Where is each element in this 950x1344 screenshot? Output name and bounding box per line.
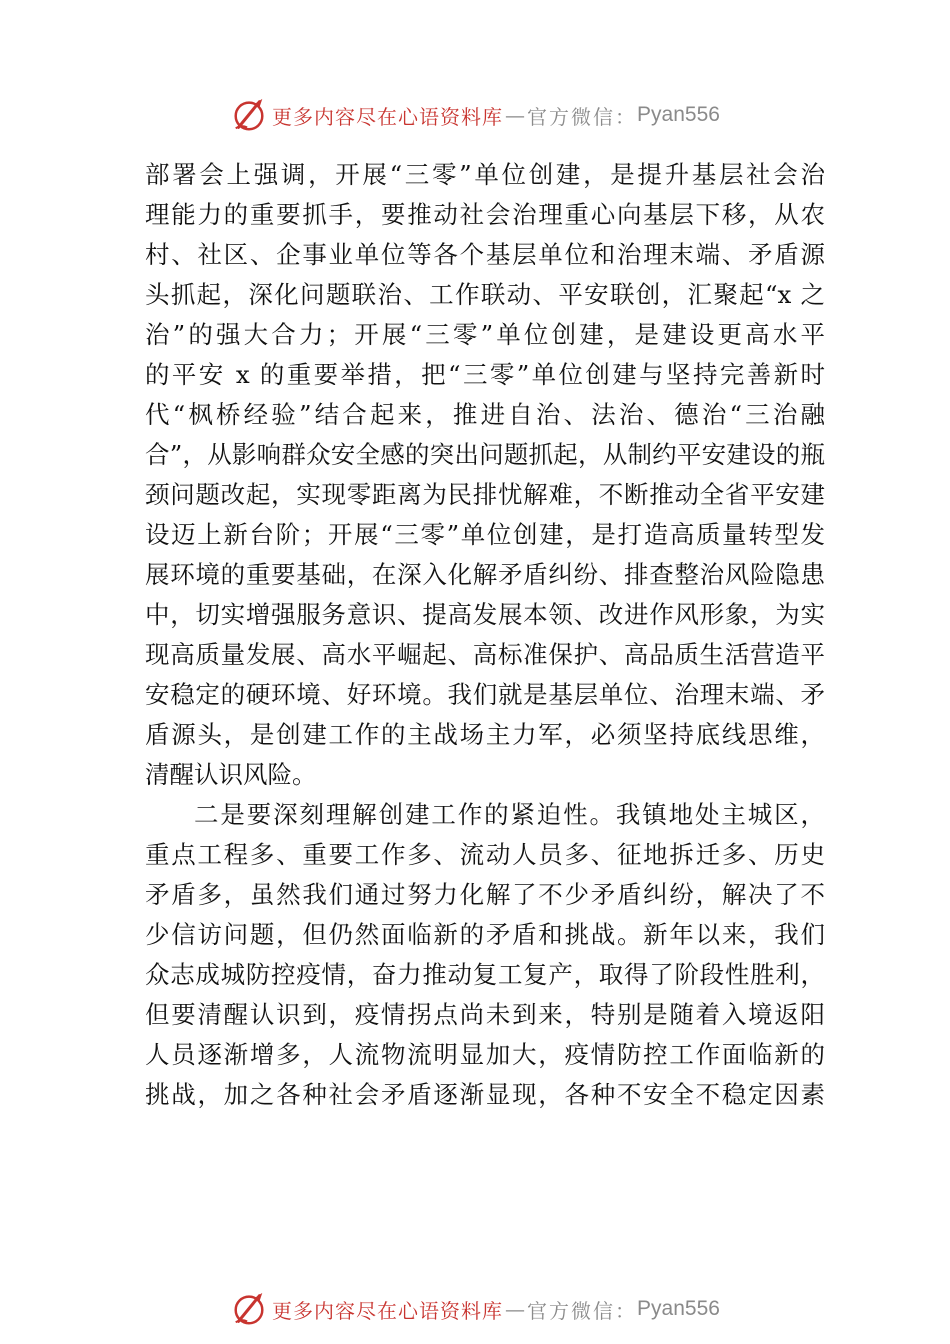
body-line: 设迈上新台阶；开展“三零”单位创建，是打造高质量转型发 [145, 520, 825, 549]
body-line: 重点工程多、重要工作多、流动人员多、征地拆迁多、历史 [145, 840, 825, 869]
body-line: 挑战，加之各种社会矛盾逐渐显现，各种不安全不稳定因素 [145, 1080, 825, 1109]
body-line: 中，切实增强服务意识、提高发展本领、改进作风形象，为实 [145, 600, 825, 629]
body-line: 村、社区、企事业单位等各个基层单位和治理末端、矛盾源 [145, 240, 825, 269]
body-line: 展环境的重要基础，在深入化解矛盾纠纷、排查整治风险隐患 [145, 560, 825, 589]
banner-wechat-label: 官方微信： [527, 104, 638, 129]
body-line: 治”的强大合力；开展“三零”单位创建，是建设更高水平 [145, 320, 825, 349]
body-line: 部署会上强调，开展“三零”单位创建，是提升基层社会治 [145, 160, 825, 189]
body-line: 人员逐渐增多，人流物流明显加大，疫情防控工作面临新的 [145, 1040, 825, 1069]
body-line: 清醒认识风险。 [145, 760, 317, 789]
body-line: 现高质量发展、高水平崛起、高标准保护、高品质生活营造平 [145, 640, 825, 669]
body-line: 颈问题改起，实现零距离为民排忧解难，不断推动全省平安建 [145, 480, 825, 509]
body-line: 理能力的重要抓手，要推动社会治理重心向基层下移，从农 [145, 200, 825, 229]
body-line: 众志成城防控疫情，奋力推动复工复产，取得了阶段性胜利， [145, 960, 825, 989]
banner-dash: — [505, 1297, 526, 1321]
footer-watermark-banner [0, 1289, 950, 1329]
brush-logo-icon [230, 1290, 268, 1328]
body-line: 少信访问题，但仍然面临新的矛盾和挑战。新年以来，我们 [145, 920, 825, 949]
body-line: 矛盾多，虽然我们通过努力化解了不少矛盾纠纷，解决了不 [145, 880, 825, 909]
body-line: 二是要深刻理解创建工作的紧迫性。我镇地处主城区， [194, 800, 825, 829]
document-body [145, 155, 825, 1115]
body-line: 的平安 x 的重要举措，把“三零”单位创建与坚持完善新时 [145, 360, 825, 389]
body-line: 盾源头，是创建工作的主战场主力军，必须坚持底线思维， [145, 720, 825, 749]
body-line: 但要清醒认识到，疫情拐点尚未到来，特别是随着入境返阳 [145, 1000, 825, 1029]
banner-wechat-id: Pyan556 [637, 1297, 720, 1320]
body-line: 头抓起，深化问题联治、工作联动、平安联创，汇聚起“x 之 [145, 280, 825, 309]
banner-dash: — [505, 103, 526, 127]
brush-logo-icon [230, 96, 268, 134]
body-line: 代“枫桥经验”结合起来，推进自治、法治、德治“三治融 [145, 400, 825, 429]
banner-wechat-label: 官方微信： [527, 1298, 638, 1323]
banner-wechat-id: Pyan556 [637, 103, 720, 126]
banner-title: 更多内容尽在心语资料库 [272, 1298, 504, 1323]
body-line: 安稳定的硬环境、好环境。我们就是基层单位、治理末端、矛 [145, 680, 825, 709]
body-line: 合”，从影响群众安全感的突出问题抓起，从制约平安建设的瓶 [145, 440, 825, 469]
header-watermark-banner [0, 95, 950, 135]
banner-title: 更多内容尽在心语资料库 [272, 104, 504, 129]
